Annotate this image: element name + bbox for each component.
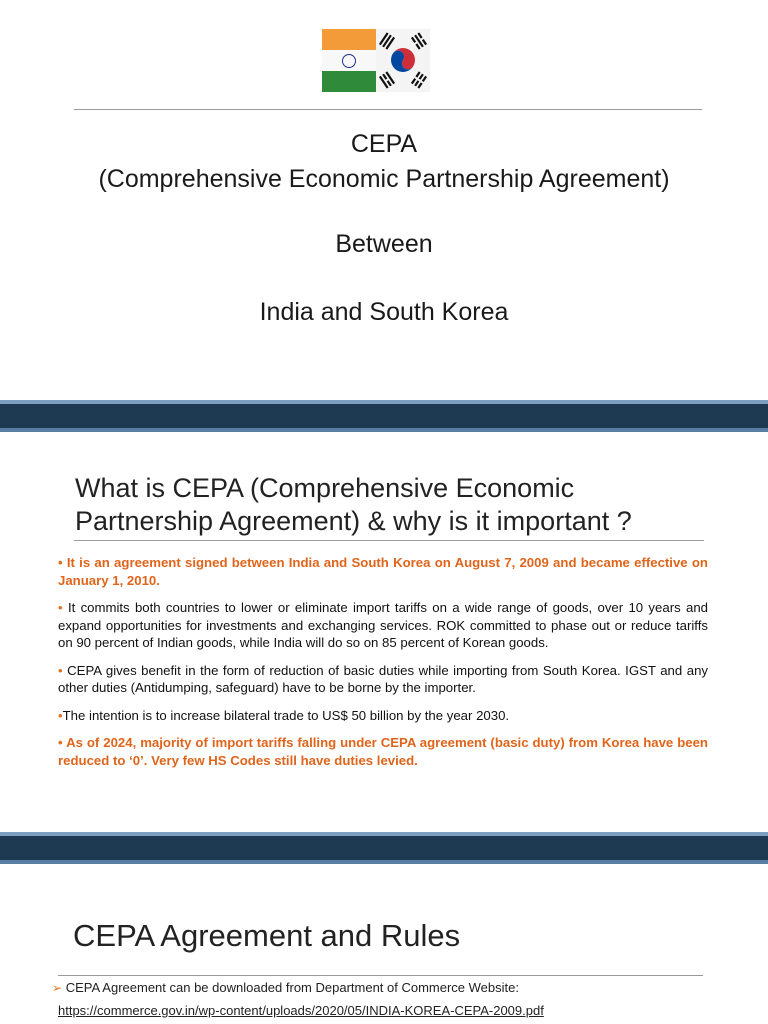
- arrow-bullet-icon: ➢: [52, 981, 63, 995]
- bullet-agreement-date: • It is an agreement signed between India and South Korea on August 7, 2009 and became effective on January 1, 2010.: [58, 555, 708, 588]
- title-full-name: (Comprehensive Economic Partnership Agreement): [98, 165, 670, 193]
- title-slide: [0, 0, 768, 400]
- title-divider: [74, 109, 702, 110]
- bullet-dot-icon: •: [58, 707, 63, 723]
- title-cepa: CEPA: [350, 130, 418, 158]
- bullet-tariffs: • It commits both countries to lower or eliminate import tariffs on a wide range of goods, over 10 years and expand opportunities for investments and exchanging services. ROK committed to phase out or reduce tariffs on 90 percent of Indian goods, while India will do so on 85 percent of Korean goods.: [58, 600, 708, 650]
- agreement-rules-slide: [0, 864, 768, 1024]
- south-korea-flag-icon: [376, 29, 430, 92]
- slide-separator: [0, 400, 768, 432]
- heading-divider: [58, 975, 703, 976]
- bullet-list: [58, 554, 708, 779]
- title-between: Between: [335, 230, 433, 258]
- slide-heading: What is CEPA (Comprehensive Economic Partnership Agreement) & why is it important ?: [75, 473, 632, 536]
- cepa-pdf-link[interactable]: https://commerce.gov.in/wp-content/uploads/2020/05/INDIA-KOREA-CEPA-2009.pdf: [58, 1003, 544, 1018]
- slide-heading: CEPA Agreement and Rules: [73, 918, 461, 953]
- what-is-cepa-slide: [0, 432, 768, 832]
- title-countries: India and South Korea: [259, 298, 509, 326]
- bullet-trade-target: •The intention is to increase bilateral trade to US$ 50 billion by the year 2030.: [58, 707, 510, 723]
- heading-divider: [74, 540, 704, 541]
- bullet-dot-icon: •: [58, 662, 63, 678]
- flags: [322, 29, 430, 92]
- bullet-dot-icon: •: [58, 735, 63, 750]
- india-flag-icon: [322, 29, 376, 92]
- bullet-2024-status: • As of 2024, majority of import tariffs falling under CEPA agreement (basic duty) from Korea have been reduced to ‘0’. Very few HS Codes still have duties levied.: [58, 735, 708, 768]
- download-note: ➢ CEPA Agreement can be downloaded from Department of Commerce Website:: [52, 980, 519, 995]
- bullet-dot-icon: •: [58, 600, 63, 615]
- bullet-benefits: • CEPA gives benefit in the form of reduction of basic duties while importing from South Korea. IGST and any other duties (Antidumping, safeguard) have to be borne by the importer.: [58, 662, 709, 695]
- bullet-dot-icon: •: [58, 555, 63, 570]
- slide-separator: [0, 832, 768, 864]
